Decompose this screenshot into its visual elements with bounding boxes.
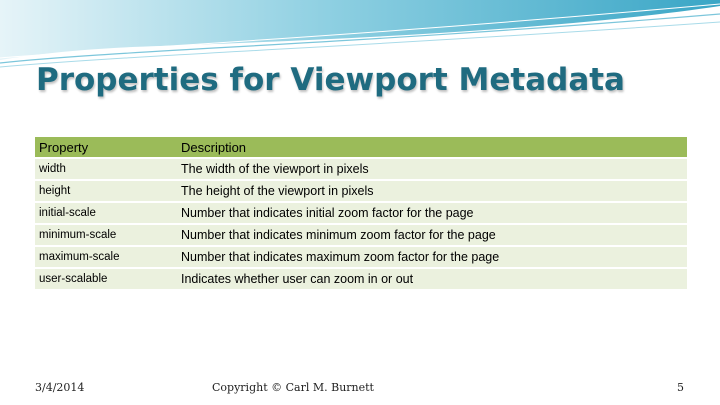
table-row [35, 181, 687, 201]
table-row [35, 159, 687, 179]
description-cell: Indicates whether user can zoom in or out [177, 269, 687, 289]
viewport-properties-table [35, 135, 687, 291]
footer-copyright: Copyright © Carl M. Burnett [212, 381, 374, 394]
table-row [35, 269, 687, 289]
description-cell: The height of the viewport in pixels [177, 181, 687, 201]
property-cell: user-scalable [35, 269, 177, 289]
table-header-row [35, 137, 687, 157]
property-cell: initial-scale [35, 203, 177, 223]
description-cell: Number that indicates minimum zoom factor for the page [177, 225, 687, 245]
property-cell: minimum-scale [35, 225, 177, 245]
property-cell: height [35, 181, 177, 201]
footer-date: 3/4/2014 [35, 381, 85, 394]
property-cell: width [35, 159, 177, 179]
column-header-description: Description [177, 137, 687, 157]
header-swoosh-decoration [0, 0, 720, 70]
column-header-property: Property [35, 137, 177, 157]
description-cell: Number that indicates maximum zoom factor for the page [177, 247, 687, 267]
table-row [35, 247, 687, 267]
description-cell: Number that indicates initial zoom factor for the page [177, 203, 687, 223]
table-row [35, 225, 687, 245]
description-cell: The width of the viewport in pixels [177, 159, 687, 179]
property-cell: maximum-scale [35, 247, 177, 267]
slide-title: Properties for Viewport Metadata [36, 62, 625, 98]
table-row [35, 203, 687, 223]
page-number: 5 [677, 381, 684, 394]
